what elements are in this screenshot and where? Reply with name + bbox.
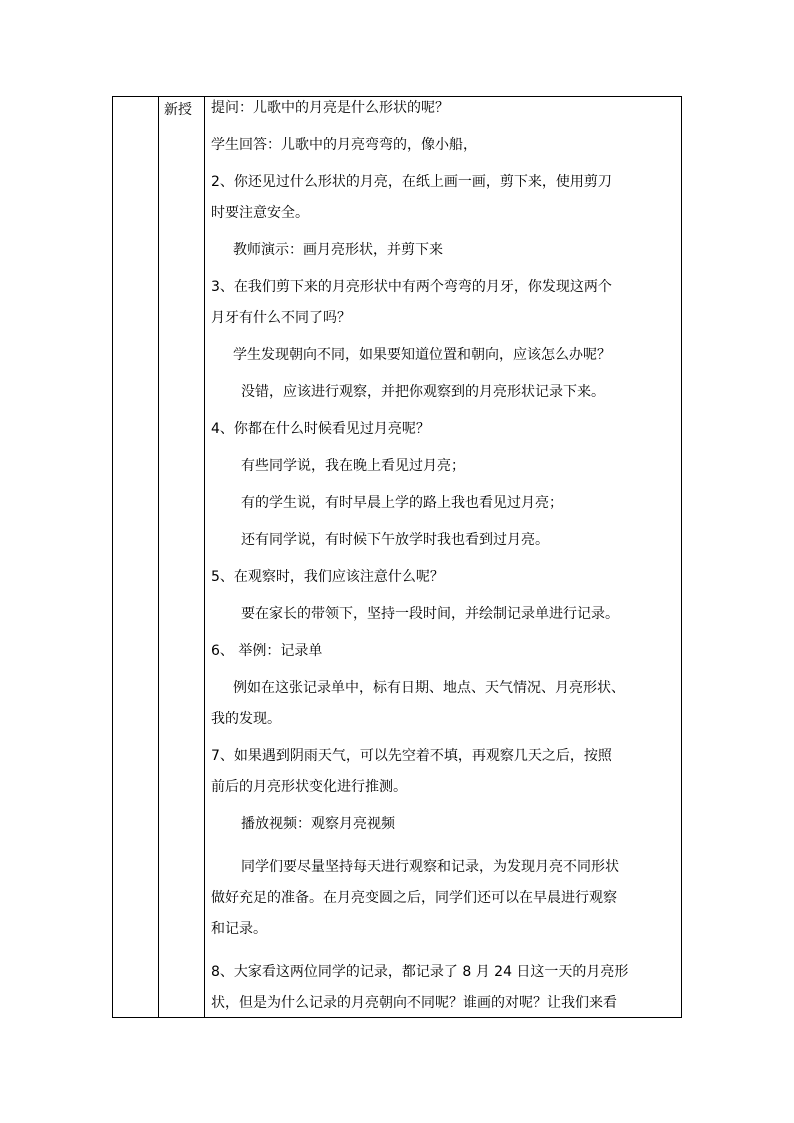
- content-line: 播放视频：观察月亮视频: [241, 816, 395, 832]
- lesson-table: [112, 96, 682, 1018]
- content-line: 和记录。: [211, 921, 267, 937]
- lesson-content: [211, 97, 679, 1019]
- content-line: 要在家长的带领下，坚持一段时间，并绘制记录单进行记录。: [241, 606, 619, 622]
- content-line: 学生回答：儿歌中的月亮弯弯的，像小船，: [211, 137, 477, 153]
- content-line: 7、如果遇到阴雨天气，可以先空着不填，再观察几天之后，按照: [211, 748, 612, 764]
- content-line: 3、在我们剪下来的月亮形状中有两个弯弯的月牙，你发现这两个: [211, 279, 612, 295]
- content-line: 没错，应该进行观察，并把你观察到的月亮形状记录下来。: [241, 384, 605, 400]
- content-line: 5、在观察时，我们应该注意什么呢？: [211, 569, 444, 585]
- content-line: 我的发现。: [211, 711, 281, 727]
- content-line: 前后的月亮形状变化进行推测。: [211, 779, 407, 795]
- content-line: 例如在这张记录单中，标有日期、地点、天气情况、月亮形状、: [233, 680, 625, 696]
- content-line: 还有同学说，有时候下午放学时我也看到过月亮。: [241, 532, 549, 548]
- content-line: 同学们要尽量坚持每天进行观察和记录，为发现月亮不同形状: [241, 859, 619, 875]
- content-line: 学生发现朝向不同，如果要知道位置和朝向，应该怎么办呢？: [233, 347, 611, 363]
- content-line: 提问：儿歌中的月亮是什么形状的呢？: [211, 100, 449, 116]
- content-line: 有些同学说，我在晚上看见过月亮；: [241, 458, 465, 474]
- content-line: 月牙有什么不同了吗？: [211, 310, 351, 326]
- content-line: 状，但是为什么记录的月亮朝向不同呢？谁画的对呢？让我们来看: [211, 995, 617, 1011]
- content-line: 4、你都在什么时候看见过月亮呢？: [211, 421, 430, 437]
- content-line: 教师演示：画月亮形状，并剪下来: [233, 242, 443, 258]
- column-divider-1: [158, 97, 159, 1017]
- section-label: 新授: [164, 102, 192, 118]
- column-divider-2: [204, 97, 205, 1017]
- content-line: 8、大家看这两位同学的记录，都记录了 8 月 24 日这一天的月亮形: [211, 964, 629, 980]
- content-line: 有的学生说，有时早晨上学的路上我也看见过月亮；: [241, 495, 563, 511]
- content-line: 做好充足的准备。在月亮变圆之后，同学们还可以在早晨进行观察: [211, 890, 617, 906]
- content-line: 6、 举例：记录单: [211, 643, 323, 659]
- content-line: 时要注意安全。: [211, 205, 309, 221]
- content-line: 2、你还见过什么形状的月亮，在纸上画一画，剪下来，使用剪刀: [211, 174, 612, 190]
